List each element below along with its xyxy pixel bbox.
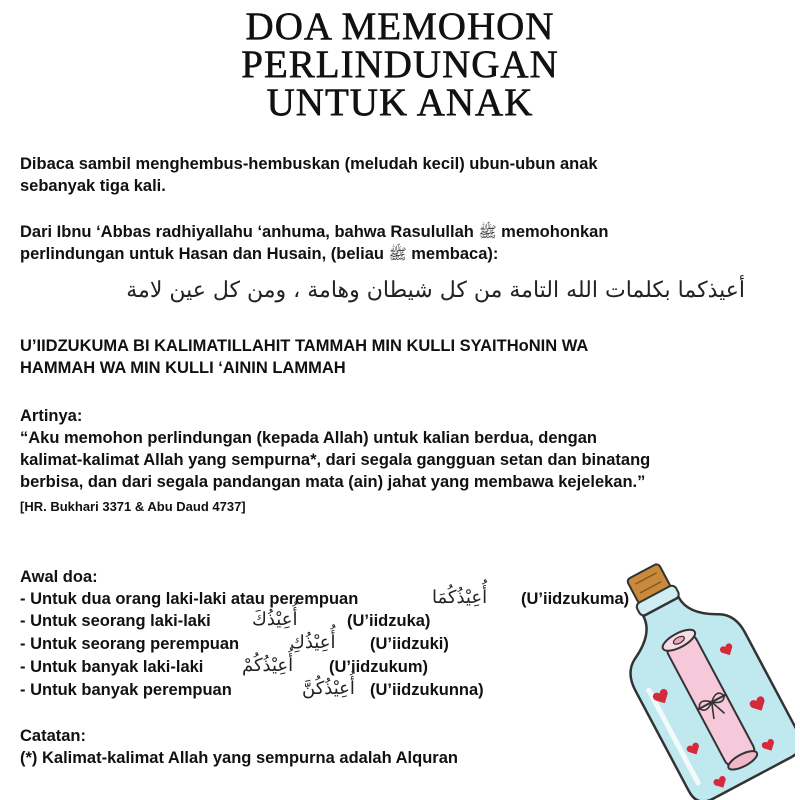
meaning-line-2: kalimat-kalimat Allah yang sempurna*, dari segala gangguan setan dan binatang [20, 451, 651, 469]
opening-item [20, 655, 428, 678]
opening-item-text: - Untuk dua orang laki-laki atau perempuan [20, 590, 359, 608]
opening-item-text: - Untuk banyak perempuan [20, 681, 232, 699]
meaning-paragraph [20, 405, 780, 493]
intro-paragraph [20, 153, 780, 197]
opening-item-text: - Untuk seorang laki-laki [20, 612, 211, 630]
meaning-line-3: berbisa, dan dari segala pandangan mata (ain) jahat yang membawa kejelekan.” [20, 473, 646, 491]
note-text: (*) Kalimat-kalimat Allah yang sempurna adalah Alquran [20, 749, 458, 767]
narration-paragraph [20, 221, 780, 265]
title-line-2: PERLINDUNGAN [241, 43, 559, 86]
title-line-1: DOA MEMOHON [245, 5, 555, 48]
title-line-3: UNTUK ANAK [266, 81, 534, 124]
narration-line-1-end: memohonkan [501, 223, 609, 241]
hadith-reference: [HR. Bukhari 3371 & Abu Daud 4737] [20, 499, 246, 514]
meaning-label: Artinya: [20, 407, 83, 425]
opening-item-arabic: أُعِيْذُكُمْ [242, 655, 294, 676]
opening-item-arabic: أُعِيْذُكِ [290, 632, 336, 653]
opening-item-text: - Untuk seorang perempuan [20, 635, 240, 653]
opening-item-latin: (U’iidzuka) [347, 612, 431, 630]
narration-line-2-end: membaca): [411, 245, 499, 263]
narration-line-2 [20, 243, 780, 265]
opening-item-arabic: أُعِيْذُكُمَا [432, 587, 488, 608]
meaning-line-1: “Aku memohon perlindungan (kepada Allah) untuk kalian berdua, dengan [20, 429, 597, 447]
opening-item-arabic: أُعِيْذُكُنَّ [302, 678, 355, 699]
opening-item-latin: (U’iidzukum) [329, 658, 428, 676]
transliteration-paragraph [20, 335, 780, 379]
saw-honorific-icon: ﷺ [478, 223, 497, 241]
narration-line-2-start: perlindungan untuk Hasan dan Husain, (beliau [20, 245, 384, 263]
opening-item-text: - Untuk banyak laki-laki [20, 658, 204, 676]
page-title [0, 5, 800, 124]
opening-label: Awal doa: [20, 568, 98, 586]
opening-item-latin: (U’iidzukunna) [370, 681, 484, 699]
transliteration-line-1: U’IIDZUKUMA BI KALIMATILLAHIT TAMMAH MIN KULLI SYAITHoNIN WA [20, 337, 589, 355]
opening-item-arabic: أُعِيْذُكَ [252, 609, 298, 630]
opening-item [20, 632, 449, 655]
narration-line-1-start: Dari Ibnu ‘Abbas radhiyallahu ‘anhuma, bahwa Rasulullah [20, 223, 474, 241]
note-label: Catatan: [20, 727, 87, 745]
opening-item [20, 678, 484, 701]
bottle-with-scroll-icon [600, 555, 795, 800]
intro-line-2: sebanyak tiga kali. [20, 177, 166, 195]
opening-item-latin: (U’iidzuki) [370, 635, 449, 653]
intro-line-1: Dibaca sambil menghembus-hembuskan (meludah kecil) ubun-ubun anak [20, 155, 598, 173]
saw-honorific-icon-2: ﷺ [388, 245, 407, 263]
opening-item-latin: (U’iidzukuma) [521, 590, 630, 608]
opening-item [20, 609, 431, 632]
transliteration-line-2: HAMMAH WA MIN KULLI ‘AININ LAMMAH [20, 359, 346, 377]
narration-line-1 [20, 221, 780, 243]
opening-item [20, 587, 630, 610]
arabic-prayer-text: أعيذكما بكلمات الله التامة من كل شيطان وهامة ، ومن كل عين لامة [126, 278, 745, 303]
